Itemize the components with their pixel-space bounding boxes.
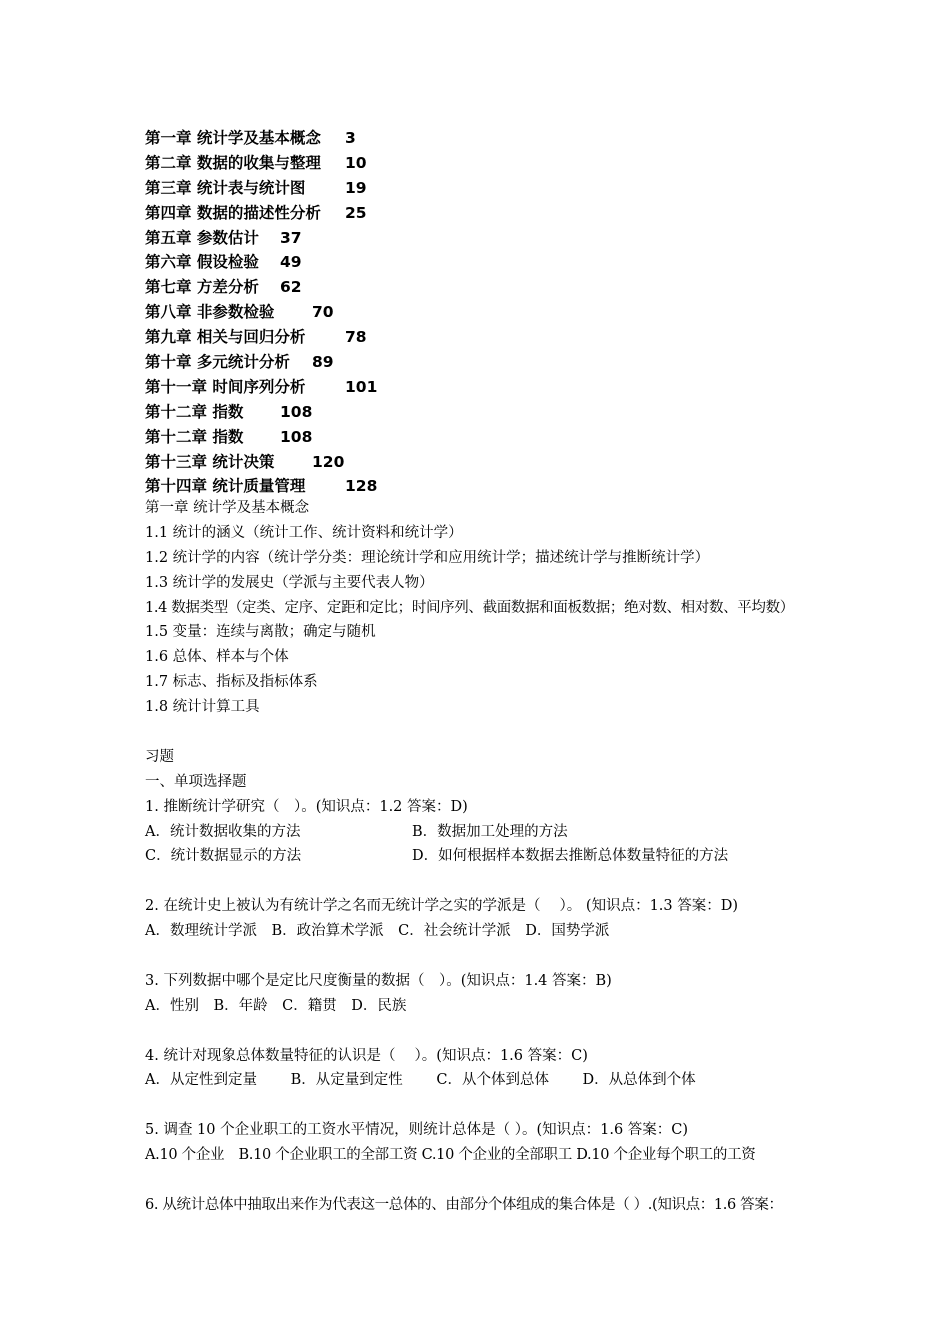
section-line: 1.6 总体、样本与个体 [145,649,289,666]
toc-entry[interactable] [145,250,377,275]
question-stem: 4. 统计对现象总体数量特征的认识是（ ）。(知识点：1.6 答案：C) [145,1047,588,1064]
toc-page: 89 [312,353,334,372]
blank-line [145,1093,925,1118]
toc-page: 10 [345,153,367,172]
toc-title: 第五章 参数估计 [145,228,259,247]
question-options: A．性别 B．年龄 C．籍贯 D．民族 [145,997,407,1014]
question-stem: 3. 下列数据中哪个是定比尺度衡量的数据（ ）。(知识点：1.4 答案：B) [145,972,612,989]
toc-entry[interactable] [145,325,377,350]
section-line: 1.8 统计计算工具 [145,699,260,716]
option-a: A．统计数据收集的方法 [145,823,301,840]
question-options: A．从定性到定量 B．从定量到定性 C．从个体到总体 D．从总体到个体 [145,1072,696,1089]
section-line: 1.2 统计学的内容（统计学分类：理论统计学和应用统计学；描述统计学与推断统计学） [145,549,710,566]
chapter-heading: 第一章 统计学及基本概念 [145,500,310,516]
toc-page: 108 [280,402,313,421]
blank-line [145,944,925,969]
toc-title: 第十四章 统计质量管理 [145,477,306,496]
toc-title: 第十二章 指数 [145,402,244,421]
section-line: 1.3 统计学的发展史（学派与主要代表人物） [145,574,434,591]
toc-title: 第九章 相关与回归分析 [145,328,306,347]
toc-title: 第十章 多元统计分析 [145,353,290,372]
toc-entry[interactable] [145,275,377,300]
part-heading: 一、单项选择题 [145,773,247,790]
section-line: 1.1 统计的涵义（统计工作、统计资料和统计学） [145,524,463,541]
toc-entry[interactable] [145,151,377,176]
chapter-body [145,496,925,1218]
option-d: D．如何根据样本数据去推断总体数量特征的方法 [412,848,729,865]
toc-page: 101 [345,377,378,396]
question-stem: 2. 在统计史上被认为有统计学之名而无统计学之实的学派是（ ）。 (知识点：1.3 答案：D) [145,898,739,915]
toc-entry[interactable] [145,176,377,201]
blank-line [145,1019,925,1044]
option-row [145,820,925,845]
option-c: C．统计数据显示的方法 [145,848,302,865]
toc-page: 37 [280,228,302,247]
blank-line [145,869,925,894]
option-row [145,844,925,869]
toc-entry[interactable] [145,425,377,450]
toc-page: 19 [345,178,367,197]
option-b: B．数据加工处理的方法 [412,823,568,840]
toc-title: 第八章 非参数检验 [145,303,275,322]
toc-title: 第三章 统计表与统计图 [145,178,306,197]
toc-title: 第十一章 时间序列分析 [145,377,306,396]
blank-line [145,1168,925,1193]
section-line: 1.5 变量：连续与离散；确定与随机 [145,624,376,641]
section-line: 1.4 数据类型（定类、定序、定距和定比；时间序列、截面数据和面板数据；绝对数、相对数、平均数） [145,599,794,616]
toc-entry[interactable] [145,400,377,425]
toc-page: 128 [345,477,378,496]
toc-page: 3 [345,129,356,147]
toc-title: 第四章 数据的描述性分析 [145,203,321,222]
section-line: 1.7 标志、指标及指标体系 [145,674,318,691]
toc-title: 第一章 统计学及基本概念 [145,129,321,147]
toc-title: 第十三章 统计决策 [145,452,275,471]
toc-page: 62 [280,278,302,297]
toc-title: 第六章 假设检验 [145,253,259,272]
blank-line [145,720,925,745]
toc-entry[interactable] [145,375,377,400]
toc-page: 78 [345,328,367,347]
toc-entry[interactable] [145,126,377,151]
toc-title: 第十二章 指数 [145,427,244,446]
question-options: A．数理统计学派 B．政治算术学派 C．社会统计学派 D．国势学派 [145,923,610,940]
toc-page: 49 [280,253,302,272]
toc-entry[interactable] [145,201,377,226]
table-of-contents [145,126,377,499]
toc-entry[interactable] [145,300,377,325]
toc-page: 70 [312,303,334,322]
toc-title: 第二章 数据的收集与整理 [145,153,321,172]
toc-entry[interactable] [145,450,377,475]
question-stem: 6. 从统计总体中抽取出来作为代表这一总体的、由部分个体组成的集合体是（ ）.(知识点：1.6 答案： [145,1196,783,1213]
question-stem: 1. 推断统计学研究（ ）。(知识点：1.2 答案：D) [145,798,468,815]
toc-page: 120 [312,452,345,471]
toc-page: 108 [280,427,313,446]
question-options: A.10 个企业 B.10 个企业职工的全部工资 C.10 个企业的全部职工 D.10 个企业每个职工的工资 [145,1147,756,1164]
toc-page: 25 [345,203,367,222]
toc-title: 第七章 方差分析 [145,278,259,297]
question-stem: 5. 调查 10 个企业职工的工资水平情况，则统计总体是（ ）。(知识点：1.6 答案：C) [145,1122,689,1139]
toc-entry[interactable] [145,226,377,251]
toc-entry[interactable] [145,350,377,375]
exercises-heading: 习题 [145,748,174,765]
